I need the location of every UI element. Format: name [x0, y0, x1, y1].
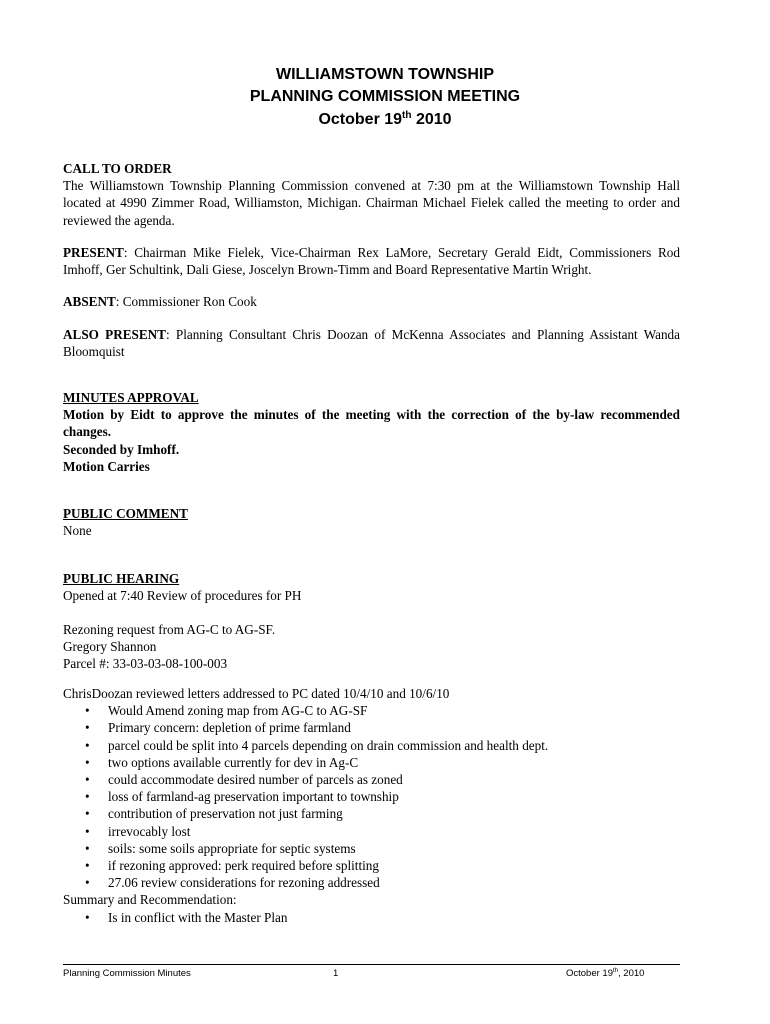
list-item-text: if rezoning approved: perk required before splitting: [108, 858, 379, 874]
minutes-approval-section: [63, 389, 680, 475]
bullet-icon: •: [85, 789, 90, 805]
also-present-label: ALSO PRESENT: [63, 327, 166, 342]
public-hearing-opened: Opened at 7:40 Review of procedures for PH: [63, 588, 302, 604]
list-item-text: irrevocably lost: [108, 823, 191, 839]
bullet-icon: •: [85, 840, 90, 856]
list-item-text: Would Amend zoning map from AG-C to AG-SF: [108, 703, 368, 719]
document-title: WILLIAMSTOWN TOWNSHIP: [275, 66, 495, 83]
list-item-text: loss of farmland-ag preservation important to township: [108, 789, 399, 805]
meeting-date-ordinal: th: [402, 110, 412, 121]
review-text: ChrisDoozan reviewed letters addressed to PC dated 10/4/10 and 10/6/10: [63, 686, 450, 701]
footer-left: Planning Commission Minutes: [63, 968, 191, 979]
minutes-approval-heading: MINUTES APPROVAL: [63, 390, 199, 405]
list-item: [63, 771, 680, 788]
summary-bullet-list: [63, 909, 680, 926]
list-item: [63, 737, 680, 754]
bullet-icon: •: [85, 806, 90, 822]
list-item-text: parcel could be split into 4 parcels depending on drain commission and health dept.: [108, 737, 549, 753]
also-present-section: [63, 326, 680, 360]
present-label: PRESENT: [63, 245, 124, 260]
minutes-motion: Motion by Eidt to approve the minutes of the meeting with the correction of the by-law recommended changes.: [63, 407, 680, 440]
list-item: [63, 909, 680, 926]
list-item: [63, 719, 680, 736]
public-comment-heading: PUBLIC COMMENT: [63, 506, 188, 521]
review-bullet-list: [63, 702, 680, 891]
page-number: 1: [333, 968, 339, 979]
present-section: [63, 244, 680, 278]
meeting-date: [0, 111, 770, 129]
absent-section: [63, 293, 680, 310]
footer-date-ordinal: th: [613, 968, 619, 974]
list-item: [63, 823, 680, 840]
present-text: : Chairman Mike Fielek, Vice-Chairman Rex LaMore, Secretary Gerald Eidt, Commissioners Rod Imhoff, Ger Schultink, Dali Giese, Joscelyn Brown-Timm and Board Representative Martin Wright.: [63, 245, 680, 278]
bullet-icon: •: [85, 703, 90, 719]
list-item: [63, 840, 680, 857]
summary-heading: Summary and Recommendation:: [63, 892, 237, 908]
list-item-text: 27.06 review considerations for rezoning addressed: [108, 875, 380, 891]
footer-date: [566, 968, 644, 980]
minutes-seconded: Seconded by Imhoff.: [63, 441, 180, 457]
review-section: [63, 685, 680, 926]
list-item-text: could accommodate desired number of parcels as zoned: [108, 772, 403, 788]
meeting-date-year: 2010: [411, 111, 452, 128]
applicant-name: Gregory Shannon: [63, 639, 157, 655]
rezoning-text: Rezoning request from AG-C to AG-SF.: [63, 622, 276, 637]
bullet-icon: •: [85, 823, 90, 839]
call-to-order-text: The Williamstown Township Planning Commission convened at 7:30 pm at the Williamstown Township Hall located at 4990 Zimmer Road, Williamston, Michigan. Chairman Michael Fielek called the meeting to order and reviewed the agenda.: [63, 178, 680, 228]
list-item: [63, 874, 680, 891]
call-to-order-section: [63, 160, 680, 229]
list-item-text: Primary concern: depletion of prime farmland: [108, 720, 351, 736]
public-hearing-section: [63, 570, 680, 604]
footer-date-year: , 2010: [618, 968, 645, 979]
list-item: [63, 754, 680, 771]
list-item: [63, 788, 680, 805]
list-item-text: two options available currently for dev in Ag-C: [108, 754, 359, 770]
public-comment-section: [63, 505, 680, 539]
bullet-icon: •: [85, 720, 90, 736]
list-item: [63, 702, 680, 719]
meeting-date-day: October 19: [318, 111, 403, 128]
absent-text: : Commissioner Ron Cook: [115, 294, 257, 309]
list-item-text: soils: some soils appropriate for septic systems: [108, 840, 356, 856]
minutes-carries: Motion Carries: [63, 458, 150, 474]
list-item: [63, 805, 680, 822]
footer-divider: [63, 964, 680, 965]
document-subtitle: PLANNING COMMISSION MEETING: [249, 88, 521, 105]
public-hearing-heading: PUBLIC HEARING: [63, 571, 180, 586]
bullet-icon: •: [85, 772, 90, 788]
parcel-number: Parcel #: 33-03-03-08-100-003: [63, 656, 228, 672]
list-item: [63, 857, 680, 874]
bullet-icon: •: [85, 737, 90, 753]
bullet-icon: •: [85, 909, 90, 925]
list-item-text: contribution of preservation not just farming: [108, 806, 343, 822]
footer-date-day: October 19: [566, 968, 613, 979]
bullet-icon: •: [85, 875, 90, 891]
absent-label: ABSENT: [63, 294, 116, 309]
bullet-icon: •: [85, 754, 90, 770]
bullet-icon: •: [85, 858, 90, 874]
rezoning-request: [63, 621, 680, 673]
list-item-text: Is in conflict with the Master Plan: [108, 909, 288, 925]
public-comment-text: None: [63, 523, 92, 539]
also-present-text: : Planning Consultant Chris Doozan of McKenna Associates and Planning Assistant Wanda Bloomquist: [63, 327, 680, 360]
call-to-order-heading: CALL TO ORDER: [63, 161, 172, 176]
